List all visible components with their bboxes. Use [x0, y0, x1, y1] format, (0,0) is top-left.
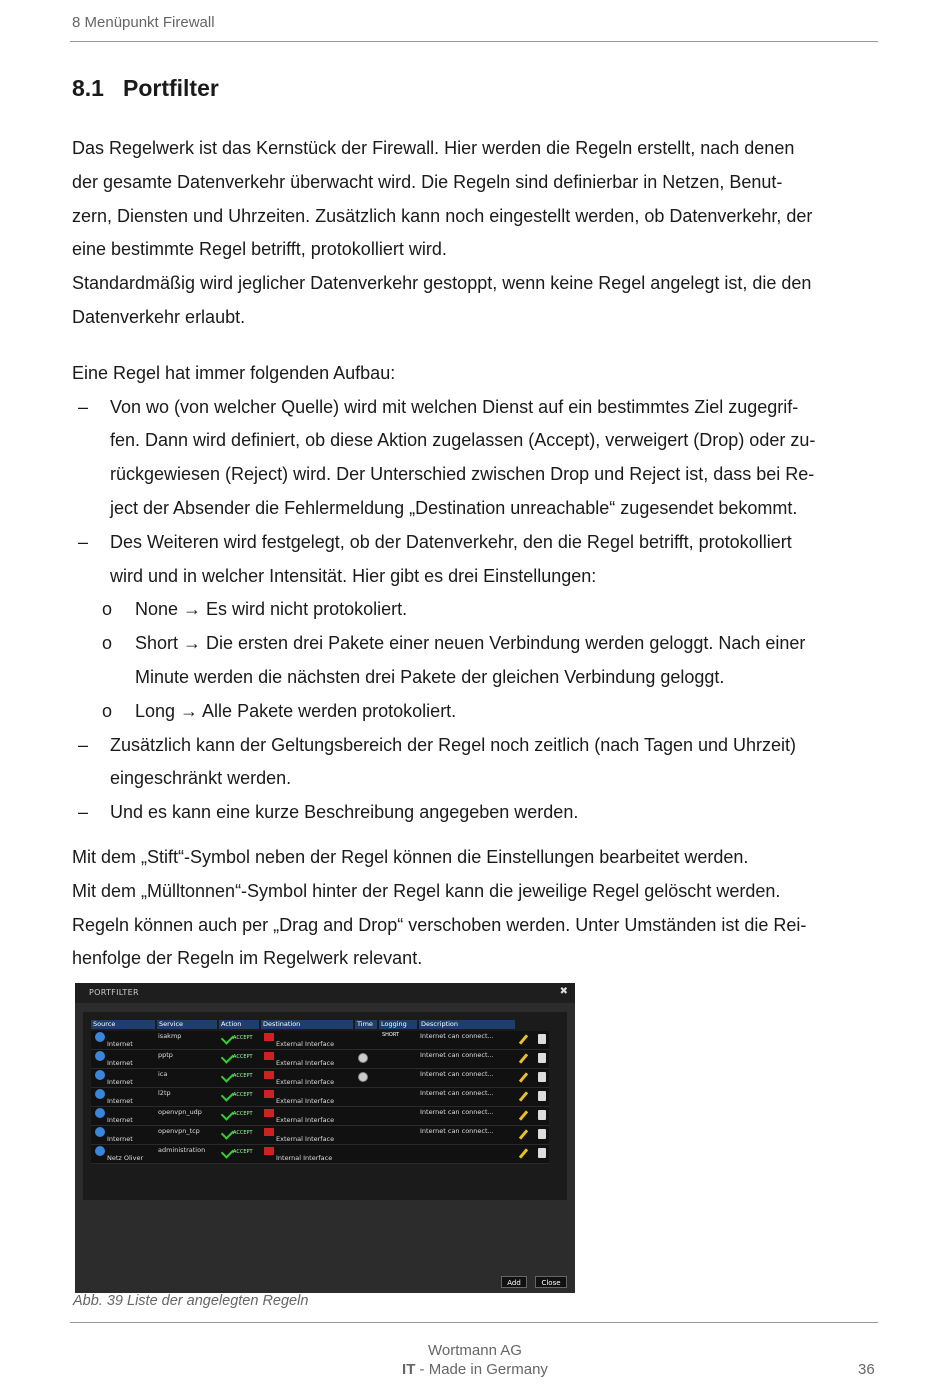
sub-bullet-line: Minute werden die nächsten drei Pakete der gleichen Verbindung geloggt. [135, 666, 725, 687]
globe-icon [95, 1127, 105, 1137]
destination-cell: External Interface [276, 1040, 335, 1048]
bullet-item [72, 796, 878, 830]
trash-icon[interactable] [538, 1053, 546, 1063]
destination-cell: Internal Interface [276, 1154, 333, 1162]
globe-icon [95, 1089, 105, 1099]
sub-bullet-line: Long → Alle Pakete werden protokoliert. [135, 700, 457, 721]
wall-icon [264, 1033, 274, 1041]
table-row[interactable] [91, 1088, 549, 1107]
bullet-line: fen. Dann wird definiert, ob diese Aktion zugelassen (Accept), verweigert (Drop) oder zu- [110, 430, 816, 451]
sub-bullet-item [72, 593, 878, 627]
source-cell: Netz Oliver [107, 1154, 144, 1162]
bullet-line: wird und in welcher Intensität. Hier gibt es drei Einstellungen: [110, 565, 597, 586]
col-header-time: Time [355, 1020, 377, 1029]
description-cell: Internet can connect... [420, 1051, 494, 1059]
portfilter-screenshot [75, 983, 575, 1293]
destination-cell: External Interface [276, 1135, 335, 1143]
trash-icon[interactable] [538, 1110, 546, 1120]
footer-tag-bold: IT [402, 1361, 416, 1378]
sub-bullet-line: Short → Die ersten drei Pakete einer neuen Verbindung werden geloggt. Nach einer [135, 633, 806, 654]
trash-icon[interactable] [538, 1148, 546, 1158]
header-rule [70, 41, 878, 42]
wall-icon [264, 1052, 274, 1060]
bullet-marker: – [78, 802, 89, 823]
globe-icon [95, 1051, 105, 1061]
trash-icon[interactable] [538, 1072, 546, 1082]
add-button[interactable]: Add [501, 1276, 527, 1288]
service-cell: isakmp [158, 1032, 182, 1040]
outro-line: Regeln können auch per „Drag and Drop“ verschoben werden. Unter Umständen ist die Rei- [72, 914, 807, 935]
logging-cell: SHORT [382, 1032, 400, 1038]
pencil-icon[interactable] [519, 1034, 528, 1044]
table-row[interactable] [91, 1069, 549, 1088]
source-cell: Internet [107, 1040, 133, 1048]
circle-marker: o [102, 599, 113, 620]
wall-icon [264, 1147, 274, 1155]
clock-icon [358, 1072, 368, 1082]
description-cell: Internet can connect... [420, 1127, 494, 1135]
pencil-icon[interactable] [519, 1148, 528, 1158]
section-title: Portfilter [122, 75, 219, 101]
bullet-item [72, 729, 878, 797]
dialog-title: PORTFILTER [89, 988, 139, 997]
outro-line: Mit dem „Mülltonnen“-Symbol hinter der Regel kann die jeweilige Regel gelöscht werden. [72, 880, 781, 901]
globe-icon [95, 1070, 105, 1080]
action-cell: ACCEPT [233, 1149, 253, 1155]
col-header-source: Source [91, 1020, 155, 1029]
service-cell: openvpn_udp [158, 1108, 202, 1116]
bullet-line: eingeschränkt werden. [110, 768, 292, 789]
intro-line: zern, Diensten und Uhrzeiten. Zusätzlich kann noch eingestellt werden, ob Datenverkehr, der [72, 205, 813, 226]
col-header-logging: Logging [379, 1020, 417, 1029]
col-header-destination: Destination [261, 1020, 353, 1029]
table-row[interactable] [91, 1126, 549, 1145]
body-text [72, 132, 878, 976]
service-cell: ica [158, 1070, 168, 1078]
service-cell: openvpn_tcp [158, 1127, 200, 1135]
source-cell: Internet [107, 1135, 133, 1143]
action-cell: ACCEPT [233, 1130, 253, 1136]
trash-icon[interactable] [538, 1129, 546, 1139]
service-cell: l2tp [158, 1089, 171, 1097]
action-cell: ACCEPT [233, 1111, 253, 1117]
dialog-titlebar [75, 983, 575, 1003]
bullet-line: Von wo (von welcher Quelle) wird mit welchen Dienst auf ein bestimmtes Ziel zugegrif- [110, 396, 799, 417]
action-cell: ACCEPT [233, 1054, 253, 1060]
trash-icon[interactable] [538, 1091, 546, 1101]
intro-line: Standardmäßig wird jeglicher Datenverkehr gestoppt, wenn keine Regel angelegt ist, die den [72, 273, 812, 294]
sub-bullet-item [72, 695, 878, 729]
sub-bullet-item [72, 627, 878, 695]
pencil-icon[interactable] [519, 1072, 528, 1082]
description-cell: Internet can connect... [420, 1089, 494, 1097]
circle-marker: o [102, 633, 113, 654]
section-heading [72, 75, 219, 102]
intro-line: Datenverkehr erlaubt. [72, 306, 246, 327]
trash-icon[interactable] [538, 1034, 546, 1044]
rule-intro: Eine Regel hat immer folgenden Aufbau: [72, 362, 396, 383]
bullet-line: Des Weiteren wird festgelegt, ob der Datenverkehr, den die Regel betrifft, protokolliert [110, 531, 792, 552]
bullet-marker: – [78, 396, 89, 417]
footer-tag-rest: - Made in Germany [415, 1361, 548, 1378]
outro-line: Mit dem „Stift“-Symbol neben der Regel können die Einstellungen bearbeitet werden. [72, 846, 749, 867]
action-cell: ACCEPT [233, 1092, 253, 1098]
service-cell: administration [158, 1146, 206, 1154]
pencil-icon[interactable] [519, 1110, 528, 1120]
network-icon [95, 1146, 105, 1156]
wall-icon [264, 1109, 274, 1117]
table-row[interactable] [91, 1031, 549, 1050]
clock-icon [358, 1053, 368, 1063]
destination-cell: External Interface [276, 1116, 335, 1124]
bullet-marker: – [78, 531, 89, 552]
table-row[interactable] [91, 1050, 549, 1069]
intro-line: eine bestimmte Regel betrifft, protokolliert wird. [72, 239, 447, 260]
col-header-action: Action [219, 1020, 259, 1029]
wall-icon [264, 1071, 274, 1079]
bullet-marker: – [78, 734, 89, 755]
pencil-icon[interactable] [519, 1091, 528, 1101]
bullet-line: Zusätzlich kann der Geltungsbereich der Regel noch zeitlich (nach Tagen und Uhrzeit) [110, 734, 797, 755]
wall-icon [264, 1090, 274, 1098]
source-cell: Internet [107, 1059, 133, 1067]
source-cell: Internet [107, 1078, 133, 1086]
action-cell: ACCEPT [233, 1035, 253, 1041]
intro-line: Das Regelwerk ist das Kernstück der Firewall. Hier werden die Regeln erstellt, nach denen [72, 138, 795, 158]
pencil-icon[interactable] [519, 1053, 528, 1063]
bullet-line: Und es kann eine kurze Beschreibung angegeben werden. [110, 802, 579, 823]
destination-cell: External Interface [276, 1097, 335, 1105]
page-number: 36 [858, 1361, 875, 1378]
destination-cell: External Interface [276, 1059, 335, 1067]
globe-icon [95, 1108, 105, 1118]
globe-icon [95, 1032, 105, 1042]
wall-icon [264, 1128, 274, 1136]
table-row[interactable] [91, 1107, 549, 1126]
section-number: 8.1 [72, 75, 104, 101]
footer-company: Wortmann AG [428, 1342, 522, 1359]
action-cell: ACCEPT [233, 1073, 253, 1079]
source-cell: Internet [107, 1097, 133, 1105]
description-cell: Internet can connect... [420, 1070, 494, 1078]
col-header-service: Service [157, 1020, 217, 1029]
source-cell: Internet [107, 1116, 133, 1124]
running-header: 8 Menüpunkt Firewall [72, 14, 215, 31]
description-cell: Internet can connect... [420, 1108, 494, 1116]
table-row[interactable] [91, 1145, 549, 1164]
intro-line: der gesamte Datenverkehr überwacht wird. Die Regeln sind definierbar in Netzen, Benut- [72, 171, 783, 192]
bullet-line: rückgewiesen (Reject) wird. Der Unterschied zwischen Drop und Reject ist, dass bei Re- [110, 464, 815, 485]
outro-line: henfolge der Regeln im Regelwerk relevant. [72, 948, 423, 969]
bullet-item [72, 526, 878, 594]
circle-marker: o [102, 700, 113, 721]
bullet-line: ject der Absender die Fehlermeldung „Destination unreachable“ zugesendet bekommt. [110, 497, 798, 518]
bullet-item [72, 391, 878, 526]
pencil-icon[interactable] [519, 1129, 528, 1139]
sub-bullet-line: None → Es wird nicht protokoliert. [135, 599, 408, 620]
figure-caption: Abb. 39 Liste der angelegten Regeln [73, 1293, 309, 1309]
footer-tagline [0, 1361, 950, 1378]
footer-rule [70, 1322, 878, 1323]
destination-cell: External Interface [276, 1078, 335, 1086]
close-icon[interactable]: ✖ [559, 986, 568, 997]
description-cell: Internet can connect... [420, 1032, 494, 1040]
col-header-description: Description [419, 1020, 515, 1029]
service-cell: pptp [158, 1051, 173, 1059]
close-button[interactable]: Close [535, 1276, 567, 1288]
